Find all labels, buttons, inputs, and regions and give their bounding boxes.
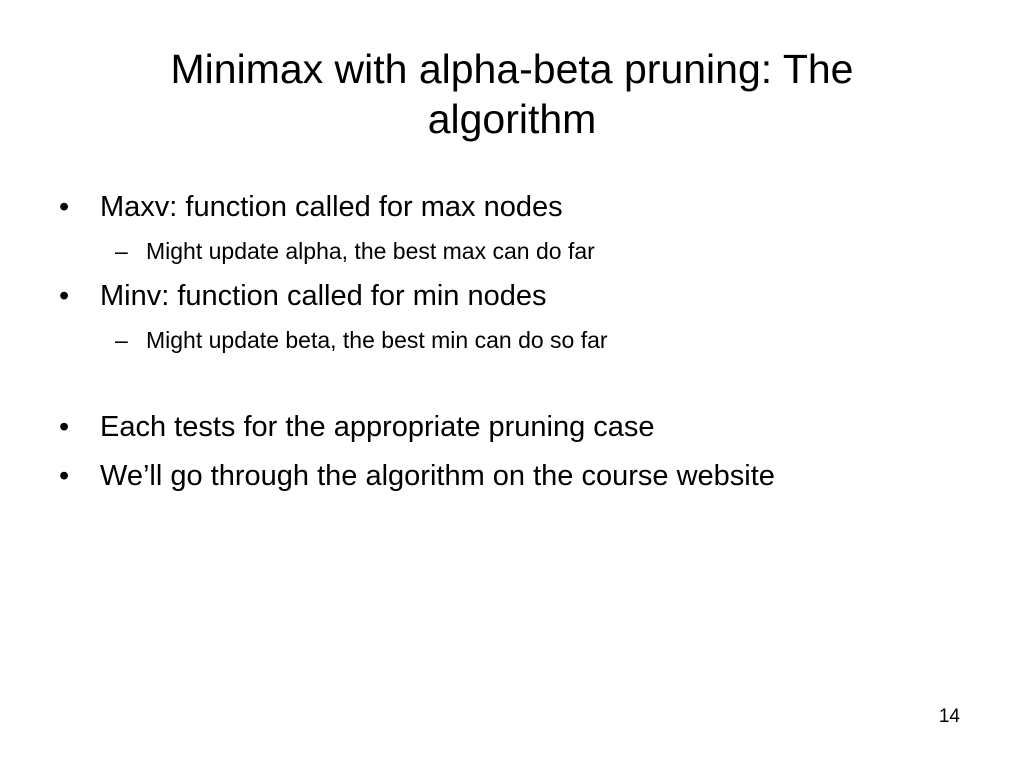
sub-bullet-marker: – xyxy=(115,327,128,353)
sub-bullet-marker: – xyxy=(115,238,128,264)
bullet-marker: • xyxy=(59,460,70,492)
bullet-text: We’ll go through the algorithm on the course website xyxy=(100,460,775,492)
sub-bullet-text: Might update beta, the best min can do so far xyxy=(146,327,608,353)
bullet-text: Minv: function called for min nodes xyxy=(100,280,547,312)
bullet-text: Each tests for the appropriate pruning case xyxy=(100,411,655,443)
bullet-marker: • xyxy=(59,411,70,443)
slide-title: Minimax with alpha-beta pruning: The algorithm xyxy=(170,46,854,142)
sub-bullet-text: Might update alpha, the best max can do far xyxy=(146,238,595,264)
page-number: 14 xyxy=(938,706,960,727)
bullet-text: Maxv: function called for max nodes xyxy=(100,191,563,223)
bullet-marker: • xyxy=(59,191,70,223)
bullet-marker: • xyxy=(59,280,70,312)
